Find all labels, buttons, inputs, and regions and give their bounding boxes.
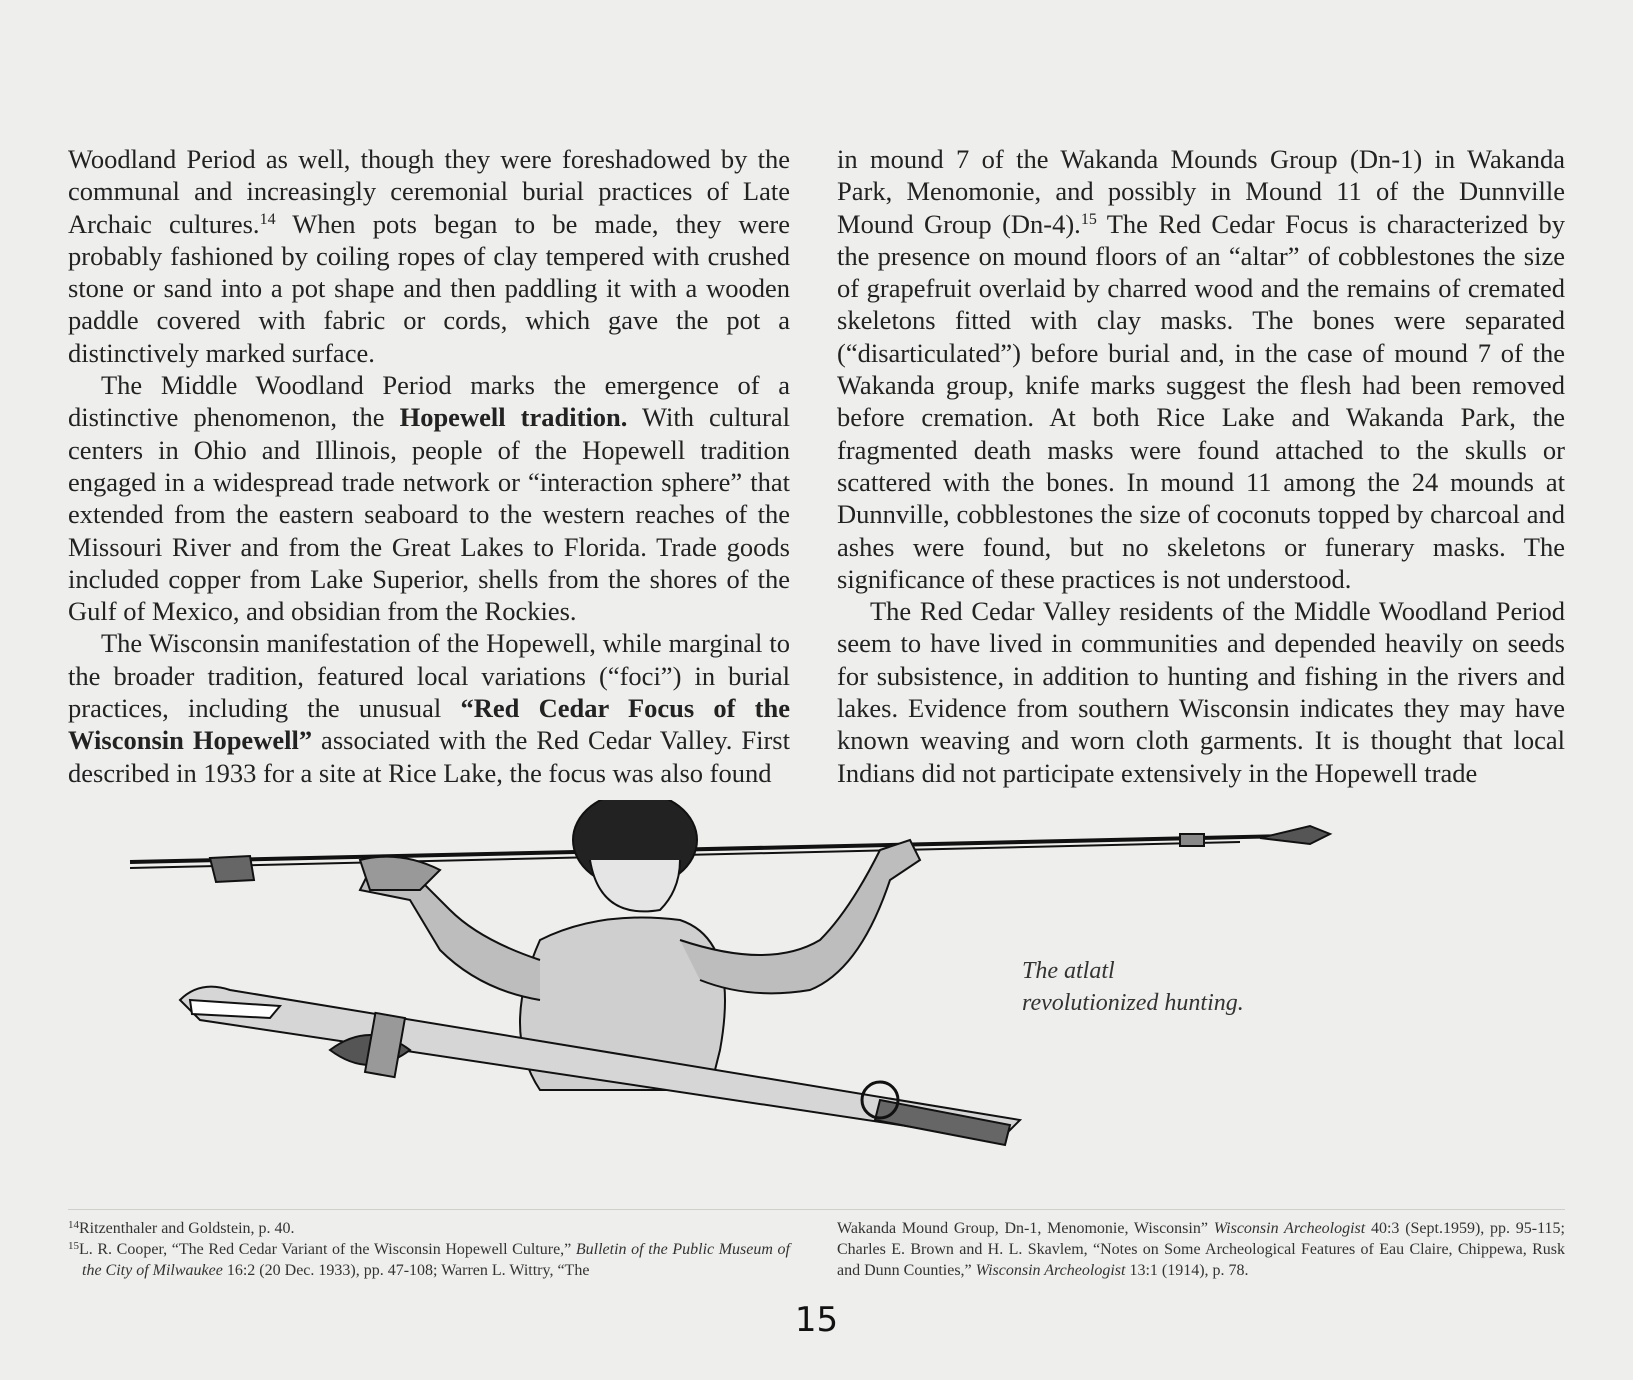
left-column	[68, 143, 790, 789]
bold-term: Hopewell tradition.	[399, 402, 628, 433]
bold-term: “Red Cedar Focus of the Wisconsin Hopewell”	[68, 693, 790, 756]
paragraph: The Wisconsin manifestation of the Hopewell, while marginal to the broader tradition, featured local variations (“foci”) in burial practices, including the unusual “Red Cedar Focus of the Wisconsin Hopewell” associated with the Red Cedar Valley. First described in 1933 for a site at Rice Lake, the focus was also found	[68, 628, 790, 788]
illustration-caption: The atlatl revolutionized hunting.	[1022, 958, 1244, 1016]
footnote-15-continued: Wakanda Mound Group, Dn-1, Menomonie, Wisconsin” Wisconsin Archeologist 40:3 (Sept.1959), pp. 95-115; Charles E. Brown and H. L. Skavlem, “Notes on Some Archeological Features of Eau Claire, Chippewa, Rusk and Dunn Counties,” Wisconsin Archeologist 13:1 (1914), p. 78.	[837, 1220, 1565, 1279]
paragraph: The Middle Woodland Period marks the emergence of a distinctive phenomenon, the Hopewell tradition. With cultural centers in Ohio and Illinois, people of the Hopewell tradition engaged in a widespread trade network or “interaction sphere” that extended from the eastern seaboard to the western reaches of the Missouri River and from the Great Lakes to Florida. Trade goods included copper from Lake Superior, shells from the shores of the Gulf of Mexico, and obsidian from the Rockies.	[68, 370, 790, 627]
footnotes-right	[837, 1218, 1565, 1281]
footnote-15: $^{15}$L. R. Cooper, “The Red Cedar Variant of the Wisconsin Hopewell Culture,” Bulletin of the Public Museum of the City of Milwaukee 16:2 (20 Dec. 1933), pp. 47-108; Warren L. Wittry, “The	[68, 1240, 790, 1279]
footnote-divider	[68, 1209, 1565, 1210]
paragraph: Woodland Period as well, though they were foreshadowed by the communal and increasingly ceremonial burial practices of Late Archaic cultures.$^{14}$ When pots began to be made, they were probably fashioned by coiling ropes of clay tempered with crushed stone or sand into a pot shape and then paddling it with a wooden paddle covered with fabric or cords, which gave the pot a distinctively marked surface.	[68, 144, 790, 368]
paragraph: in mound 7 of the Wakanda Mounds Group (Dn-1) in Wakanda Park, Menomonie, and possibly in Mound 11 of the Dunnville Mound Group (Dn-4).$^{15}$ The Red Cedar Focus is characterized by the presence on mound floors of an “altar” of cobblestones the size of grapefruit overlaid by charred wood and the remains of cremated skeletons fitted with clay masks. The bones were separated (“disarticulated”) before burial and, in the case of mound 7 of the Wakanda group, knife marks suggest the flesh had been removed before cremation. At both Rice Lake and Wakanda Park, the fragmented death masks were found attached to the skulls or scattered with the bones. In mound 11 among the 24 mounds at Dunnville, cobblestones the size of coconuts topped by charcoal and ashes were found, but no skeletons or funerary masks. The significance of these practices is not understood.	[837, 144, 1565, 594]
footnote-ref-14[interactable]: 14	[259, 210, 276, 228]
page-number: 15	[794, 1300, 839, 1340]
paragraph: The Red Cedar Valley residents of the Middle Woodland Period seem to have lived in communities and depended heavily on seeds for subsistence, in addition to hunting and fishing in the rivers and lakes. Evidence from southern Wisconsin indicates they may have known weaving and worn cloth garments. It is thought that local Indians did not participate extensively in the Hopewell trade	[837, 596, 1565, 788]
footnotes-left	[68, 1218, 790, 1281]
footnote-14: $^{14}$Ritzenthaler and Goldstein, p. 40.	[68, 1219, 295, 1237]
right-column	[837, 143, 1565, 789]
footnote-ref-15[interactable]: 15	[1080, 210, 1097, 228]
